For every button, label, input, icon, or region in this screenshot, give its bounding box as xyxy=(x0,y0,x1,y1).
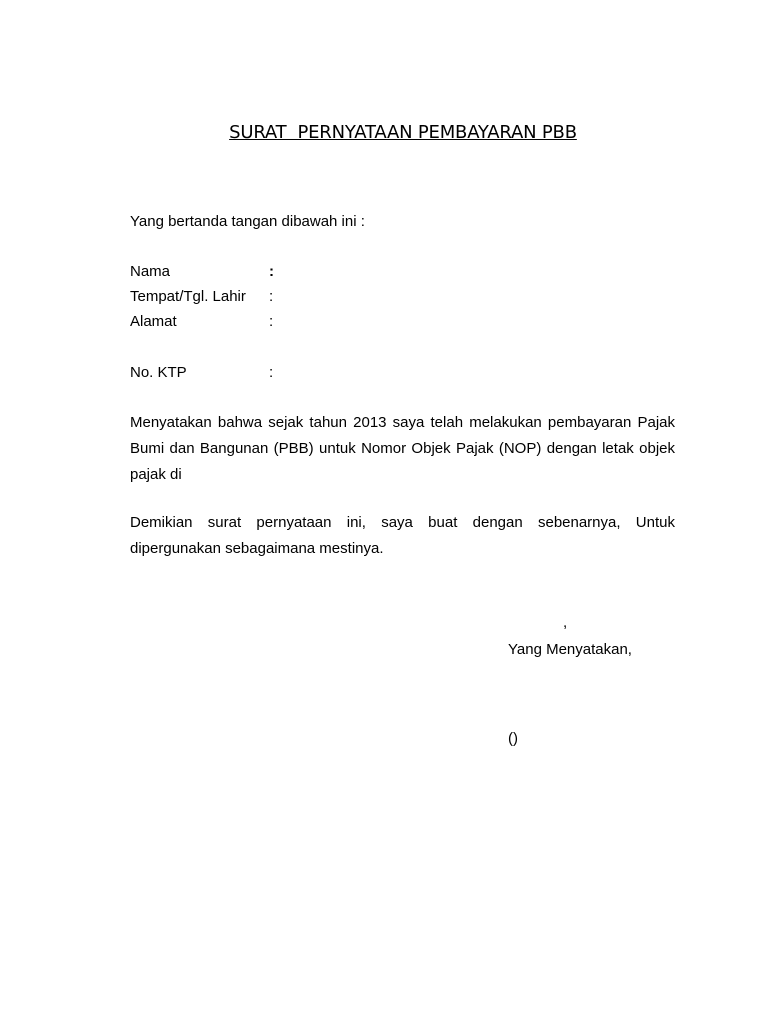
field-label-nama: Nama xyxy=(130,263,171,280)
document-title: SURAT PERNYATAAN PEMBAYARAN PBB xyxy=(229,122,577,143)
field-label-no-ktp: No. KTP xyxy=(130,364,187,381)
field-colon-alamat: : xyxy=(269,313,274,330)
closing-paragraph: Demikian surat pernyataan ini, saya buat dengan sebenarnya, Untuk dipergunakan sebagaimana mestinya. xyxy=(130,514,675,557)
field-colon-tempat-tgl-lahir: : xyxy=(269,288,274,305)
place-date-line: , xyxy=(563,614,568,631)
field-label-alamat: Alamat xyxy=(130,313,177,330)
signature-name: () xyxy=(508,730,518,747)
intro-text: Yang bertanda tangan dibawah ini : xyxy=(130,213,365,230)
field-colon-no-ktp: : xyxy=(269,364,274,381)
statement-paragraph: Menyatakan bahwa sejak tahun 2013 saya telah melakukan pembayaran Pajak Bumi dan Bangunan (PBB) untuk Nomor Objek Pajak (NOP) dengan letak objek pajak di xyxy=(130,414,675,483)
field-colon-nama: : xyxy=(269,263,274,280)
signatory-label: Yang Menyatakan, xyxy=(508,641,632,658)
field-label-tempat-tgl-lahir: Tempat/Tgl. Lahir xyxy=(130,288,246,305)
